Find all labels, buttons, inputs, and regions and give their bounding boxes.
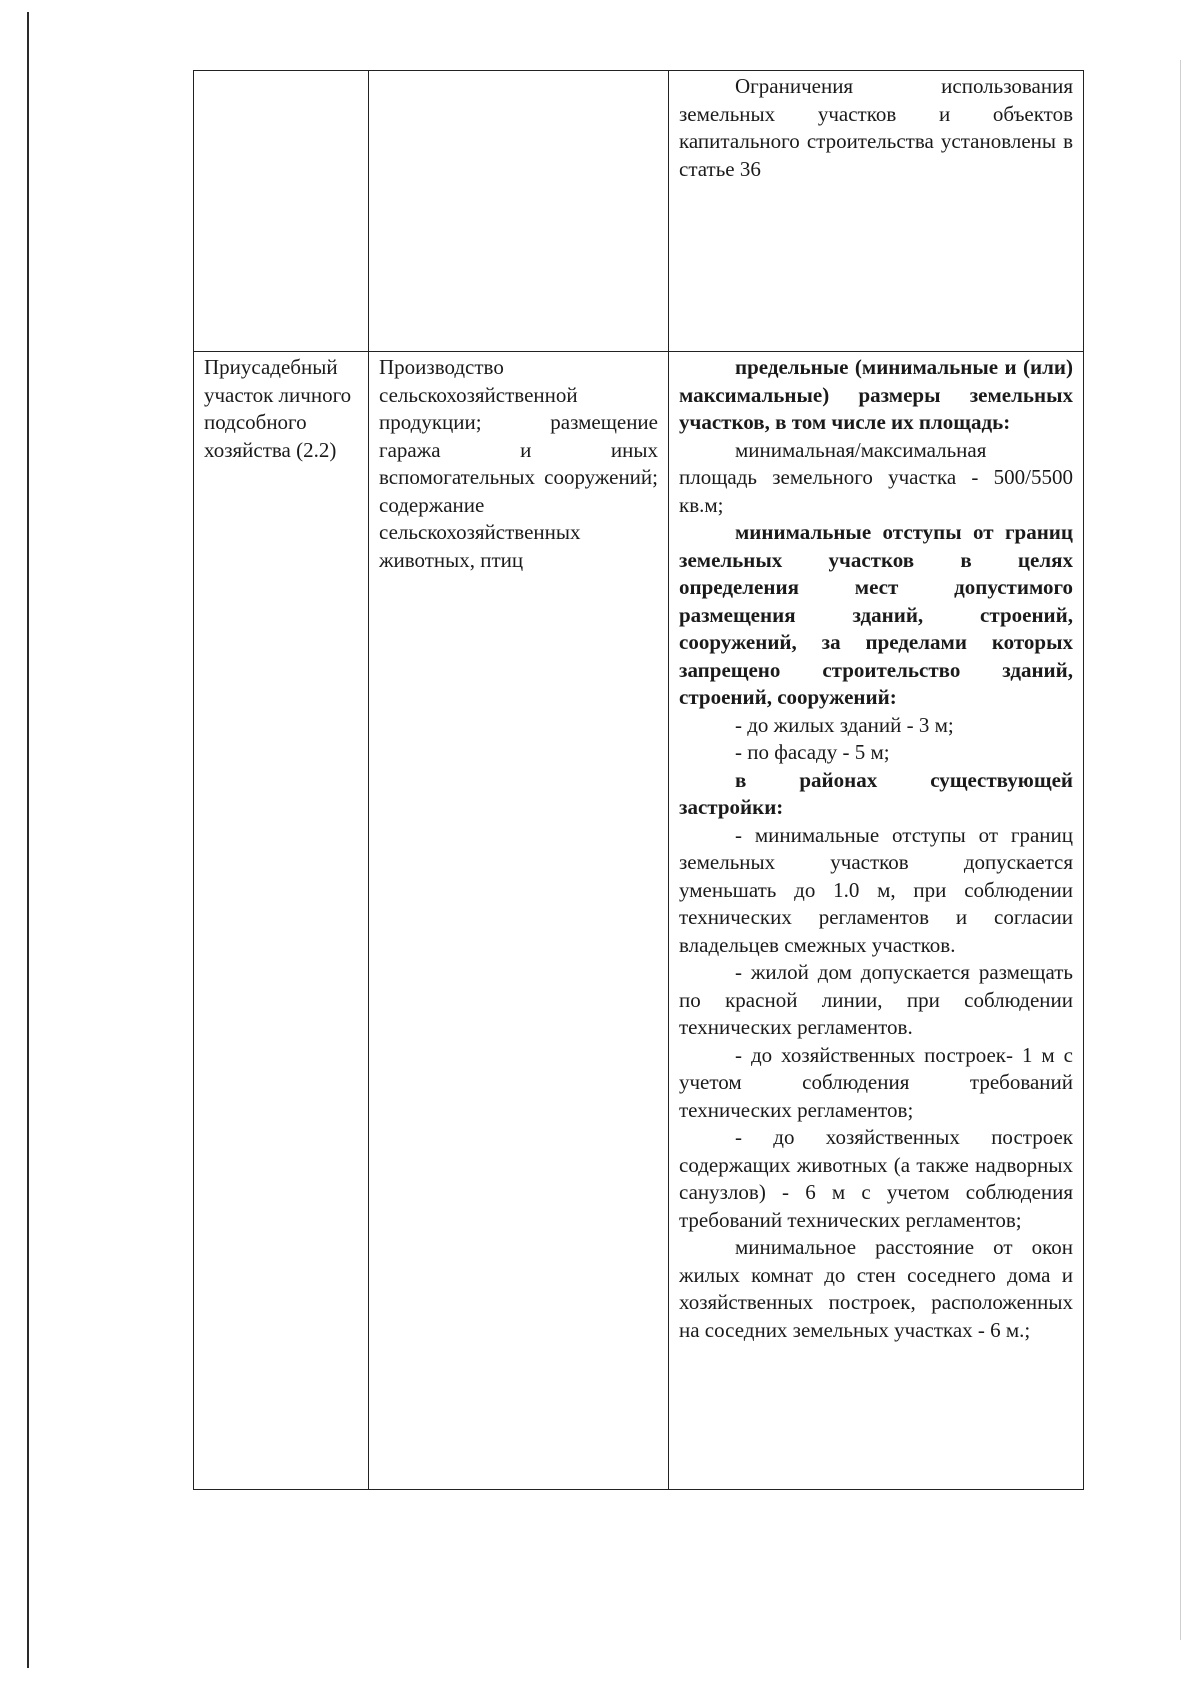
area-text: площадь земельного участка - 500/5500 кв.м; bbox=[679, 465, 1073, 517]
land-use-type-cell bbox=[194, 352, 369, 1490]
table-row bbox=[194, 71, 1084, 352]
land-use-type-name: Приусадебный участок личного подсобного хозяйства (2.2) bbox=[204, 355, 352, 462]
description-cell bbox=[369, 352, 669, 1490]
setback-facade: - по фасаду - 5 м; bbox=[735, 740, 890, 764]
restrictions-text: Ограничения использования земельных участков и объектов капитального строительства установлены в статье 36 bbox=[679, 74, 1073, 181]
type-cell-empty bbox=[194, 71, 369, 352]
existing-development-heading: в районах существующей застройки: bbox=[679, 767, 1073, 819]
area-label: минимальная/максимальная bbox=[735, 437, 987, 462]
outbuildings-setback: - до хозяйственных построек- 1 м с учетом соблюдения требований технических регламентов; bbox=[679, 1042, 1073, 1122]
scan-edge-left bbox=[27, 12, 29, 1668]
existing-reduce-setback: - минимальные отступы от границ земельных участков допускается уменьшать до 1.0 м, при соблюдении технических регламентов и согласии владельцев смежных участков. bbox=[679, 822, 1073, 957]
parameters-cell bbox=[669, 71, 1084, 352]
parameters-cell bbox=[669, 352, 1084, 1490]
size-heading: предельные (минимальные и (или) максимальные) размеры земельных участков, в том числе их площадь: bbox=[679, 355, 1073, 434]
description-cell-empty bbox=[369, 71, 669, 352]
table-row bbox=[194, 352, 1084, 1490]
land-use-description: Производство сельскохозяйственной продукции; размещение гаража и иных вспомогательных сооружений; содержание сельскохозяйственных животных, птиц bbox=[379, 355, 658, 572]
zoning-regulations-table bbox=[193, 70, 1084, 1490]
setback-residential: - до жилых зданий - 3 м; bbox=[735, 712, 954, 737]
setback-heading: минимальные отступы от границ земельных участков в целях определения мест допустимого размещения зданий, строений, сооружений, за пределами которых запрещено строительство зданий, строений, сооружений: bbox=[679, 520, 1073, 709]
window-distance: минимальное расстояние от окон жилых комнат до стен соседнего дома и хозяйственных построек, расположенных на соседних земельных участках - 6 м.; bbox=[679, 1235, 1073, 1342]
scan-edge-right bbox=[1180, 60, 1181, 1640]
existing-red-line: - жилой дом допускается размещать по красной линии, при соблюдении технических регламентов. bbox=[679, 960, 1073, 1039]
livestock-setback: - до хозяйственных построек содержащих животных (а также надворных санузлов) - 6 м с учетом соблюдения требований технических регламентов; bbox=[679, 1125, 1073, 1232]
